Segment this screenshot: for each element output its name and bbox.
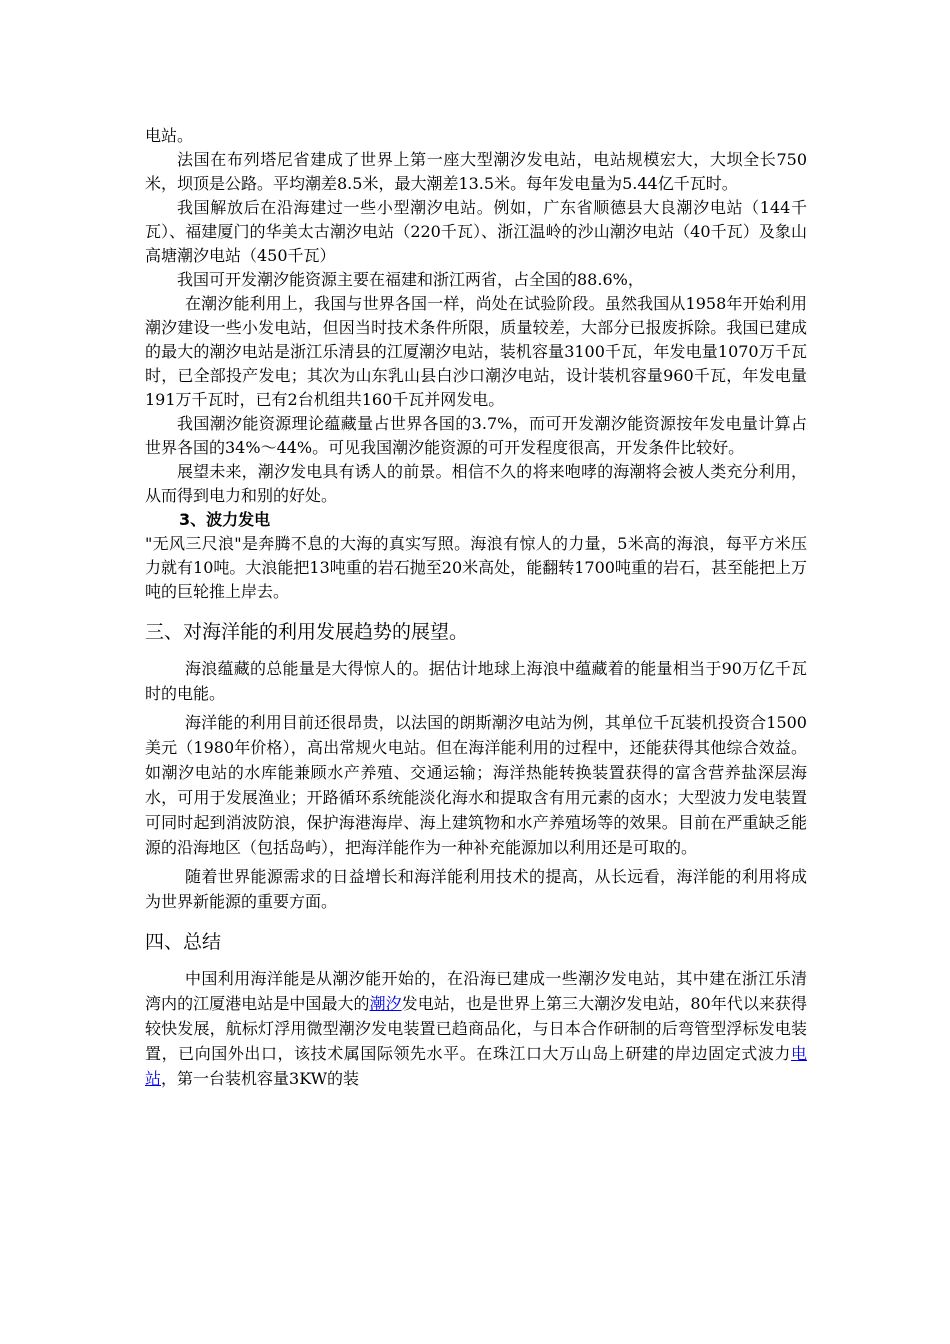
summary-text-1: 中国利用海洋能是从潮汐能开始的，在沿海已建成一些潮汐发电站，其中建在浙江乐清湾内的江厦港电站是中国最大的 [145, 969, 807, 1013]
document-body [145, 124, 807, 1095]
paragraph-ocean-energy-cost: 海洋能的利用目前还很昂贵，以法国的朗斯潮汐电站为例，其单位千瓦装机投资合1500美元（1980年价格），高出常规火电站。但在海洋能利用的过程中，还能获得其他综合效益。如潮汐电站的水库能兼顾水产养殖、交通运输；海洋热能转换装置获得的富含营养盐深层海水，可用于发展渔业；开路循环系统能淡化海水和提取含有用元素的卤水；大型波力发电装置可同时起到消波防浪，保护海港海岸、海上建筑物和水产养殖场等的效果。目前在严重缺乏能源的沿海地区（包括岛屿），把海洋能作为一种补充能源加以利用还是可取的。 [145, 713, 807, 857]
section-summary-body [145, 966, 807, 1091]
paragraph-resource-share: 我国潮汐能资源理论蕴藏量占世界各国的3.7%，而可开发潮汐能资源按年发电量计算占世界各国的34%～44%。可见我国潮汐能资源的可开发程度很高，开发条件比较好。 [145, 414, 807, 457]
subheading-wave-power: 3、波力发电 [179, 510, 271, 529]
section-title-summary: 四、总结 [145, 931, 222, 953]
link-tidal[interactable]: 潮汐 [369, 994, 402, 1013]
paragraph-summary [145, 966, 807, 1091]
paragraph-future-demand: 随着世界能源需求的日益增长和海洋能利用技术的提高，从长远看，海洋能的利用将成为世界新能源的重要方面。 [145, 867, 807, 911]
paragraph-wave-energy-total: 海浪蕴藏的总能量是大得惊人的。据估计地球上海浪中蕴藏着的能量相当于90万亿千瓦时的电能。 [145, 659, 807, 703]
section-title-trends: 三、对海洋能的利用发展趋势的展望。 [145, 621, 469, 643]
link-power-station[interactable]: 电站 [145, 1044, 807, 1088]
summary-text-2: 发电站，也是世界上第三大潮汐发电站，80年代以来获得较快发展，航标灯浮用微型潮汐发电装置已趋商品化，与日本合作研制的后弯管型浮标发电装置，已向国外出口，该技术属国际领先水平。在珠江口大万山岛上研建的岸边固定式波力 [145, 994, 807, 1063]
summary-text-3: ，第一台装机容量3KW的装 [161, 1069, 360, 1088]
section-trends-body [145, 656, 807, 914]
paragraph-france-tidal: 法国在布列塔尼省建成了世界上第一座大型潮汐发电站，电站规模宏大，大坝全长750米，坝顶是公路。平均潮差8.5米，最大潮差13.5米。每年发电量为5.44亿千瓦时。 [145, 150, 807, 193]
paragraph-resources-provinces: 我国可开发潮汐能资源主要在福建和浙江两省，占全国的88.6%， [177, 270, 644, 289]
paragraph-china-small-stations: 我国解放后在沿海建过一些小型潮汐电站。例如，广东省顺德县大良潮汐电站（144千瓦）、福建厦门的华美太古潮汐电站（220千瓦）、浙江温岭的沙山潮汐电站（40千瓦）及象山高塘潮汐电站（450千瓦） [145, 198, 807, 265]
paragraph-continuation: 电站。 [145, 126, 194, 145]
paragraph-wave-power: "无风三尺浪"是奔腾不息的大海的真实写照。海浪有惊人的力量，5米高的海浪，每平方米压力就有10吨。大浪能把13吨重的岩石抛至20米高处，能翻转1700吨重的岩石，甚至能把上万吨的巨轮推上岸去。 [145, 534, 807, 601]
paragraph-outlook: 展望未来，潮汐发电具有诱人的前景。相信不久的将来咆哮的海潮将会被人类充分利用，从而得到电力和别的好处。 [145, 462, 807, 505]
paragraph-tidal-utilization: 在潮汐能利用上，我国与世界各国一样，尚处在试验阶段。虽然我国从1958年开始利用潮汐建设一些小发电站，但因当时技术条件所限，质量较差，大部分已报废拆除。我国已建成的最大的潮汐电站是浙江乐清县的江厦潮汐电站，装机容量3100千瓦，年发电量1070万千瓦时，已全部投产发电；其次为山东乳山县白沙口潮汐电站，设计装机容量960千瓦，年发电量191万千瓦时，已有2台机组共160千瓦并网发电。 [145, 294, 807, 409]
